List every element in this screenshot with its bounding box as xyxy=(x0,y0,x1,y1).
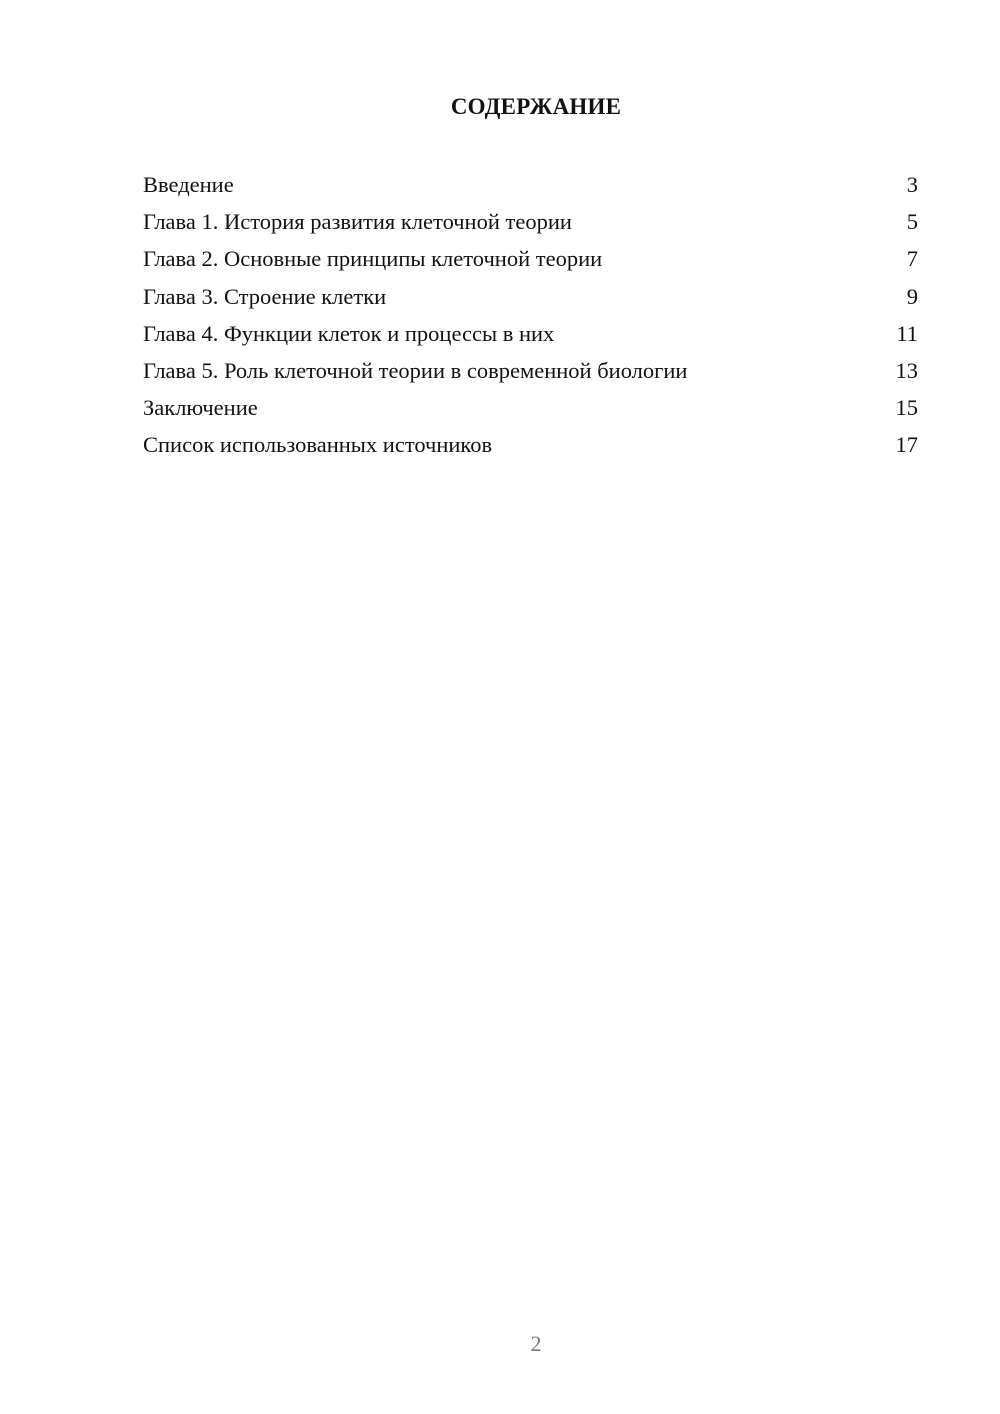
toc-entry-page: 7 xyxy=(906,246,918,272)
toc-entry-page: 3 xyxy=(906,172,918,197)
toc-entry-references[interactable] xyxy=(143,426,918,463)
toc-title: СОДЕРЖАНИЕ xyxy=(450,94,622,119)
toc-entry-label: Введение xyxy=(143,172,234,197)
toc-entry-chapter-5[interactable] xyxy=(143,352,918,389)
toc-entry-chapter-1[interactable] xyxy=(143,203,918,240)
toc-entry-page: 15 xyxy=(895,395,918,421)
toc-entry-page: 9 xyxy=(906,283,918,309)
toc-entry-label: Список использованных источников xyxy=(143,432,493,458)
toc-entry-chapter-2[interactable] xyxy=(143,240,918,277)
toc-entry-chapter-3[interactable] xyxy=(143,278,918,315)
toc-entry-introduction[interactable] xyxy=(143,166,918,203)
toc-entry-page: 5 xyxy=(906,209,918,235)
toc-entry-label: Глава 3. Строение клетки xyxy=(143,283,387,309)
table-of-contents xyxy=(143,166,918,464)
toc-entry-chapter-4[interactable] xyxy=(143,315,918,352)
toc-entry-label: Глава 2. Основные принципы клеточной теории xyxy=(143,246,603,272)
toc-entry-page: 17 xyxy=(895,432,918,458)
toc-entry-page: 11 xyxy=(896,320,918,346)
toc-entry-conclusion[interactable] xyxy=(143,389,918,426)
toc-entry-label: Заключение xyxy=(143,395,258,421)
toc-entry-label: Глава 5. Роль клеточной теории в современной биологии xyxy=(143,357,688,383)
toc-entry-label: Глава 1. История развития клеточной теории xyxy=(143,209,572,235)
toc-entry-page: 13 xyxy=(895,357,918,383)
page-number: 2 xyxy=(530,1331,542,1356)
toc-entry-label: Глава 4. Функции клеток и процессы в них xyxy=(143,320,555,346)
